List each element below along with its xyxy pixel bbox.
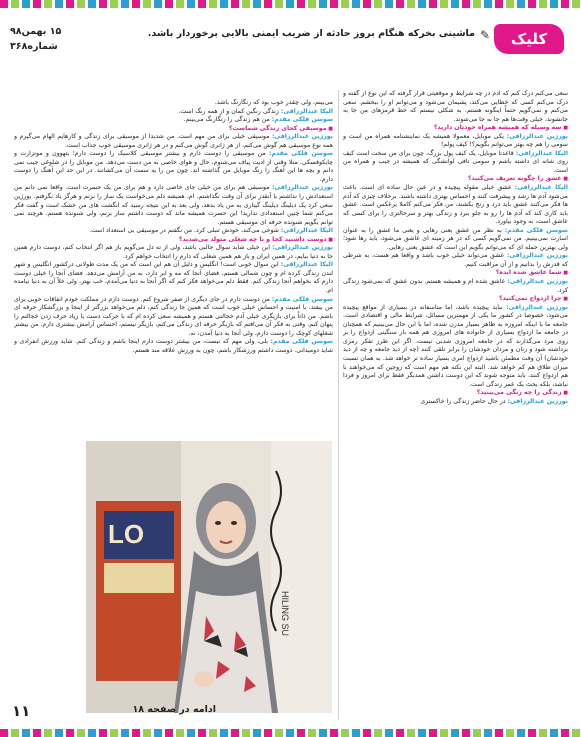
answer-text: یکی موبایل، معمولا همیشه یک نماینشنامه همراه من است و سومی را هم چه بهتر می‌توانم بگویم؟! کیف پولم!	[343, 132, 568, 149]
interview-answer	[14, 296, 333, 339]
brand-logo: کلیک	[494, 24, 564, 54]
interview-answer	[14, 244, 333, 261]
speaker-name: بورژین عبدالرزاقی:	[272, 244, 333, 252]
interview-question: ■ چرا ازدواج نمی‌کنید؟	[343, 295, 568, 304]
speaker-name: بورژین عبدالرزاقی:	[507, 278, 568, 286]
answer-text: این خیلی شاید سوال جالبی باشد، ولی از ته دل می‌گویم باز هم اگر انتخاب کنم، دوست دارم همین جا به دنیا بیایم، در همین ایران و باز هم همین شغلی که دارم را انتخاب خواهم کرد.	[14, 244, 333, 260]
poster-text: LO	[108, 519, 145, 549]
page-number: ۱۱	[12, 702, 31, 720]
interview-question: ■ موسیقی کجای زندگی شماست؟	[14, 125, 333, 134]
bottom-color-strip	[0, 729, 581, 737]
speaker-name: بورژین عبدالرزاقی:	[506, 303, 568, 311]
issue-date: ۱۵ بهمن۹۸	[10, 26, 62, 37]
speaker-name: سوسن قلکی مقدم:	[504, 226, 568, 234]
interview-answer	[14, 108, 333, 117]
top-color-strip	[0, 0, 581, 8]
column-divider	[338, 90, 339, 720]
speaker-name: سوسن قلکی مقدم:	[271, 116, 333, 124]
speaker-name: بورژین عبدالرزاقی:	[272, 184, 333, 192]
speaker-name: الیکا عبدالرزاقی:	[280, 107, 333, 115]
answer-text: نباید پیچیده باشد، اما متاسفانه در بسیاری از مواقع پیچیده می‌شود، خصوصا در کشور ما یکی از مهمترین مسائل، شرایط مالی و اقتصادی است. جامعه ما با اینکه امروزه به ظاهر بسیار مدرن شده، اما با این حال می‌بینیم که همچنان در جامعه ما ازدواج بسیاری از خانواده های امروزی هم همه بار سنگینی ازدواج را بر روی مرد می‌گذارند که در جامعه امروزی شدنی نیست. اگر این طرز تفکر رمزی برداشته شود و زنان و مردان خودشان را برابر تلقی کنند (چه از دید جامعه و چه از دید خودشان) آن وقت مطمئن باشید ازدواج امری بسیار ساده تر خواهد شد. به همان نسبت میزان طلاق هم کم خواهد شد. البته این نکته هم مهم است که زوجین که می‌خواهند با هم ازدواج کنند، باید متوجه شوند که این دوست داشتن همدیگر فقط برای امروز و فردا نباشد، بلکه بحث یک عمر زندگی است.	[343, 303, 568, 388]
interview-answer	[343, 252, 568, 269]
portrait-illustration	[86, 441, 332, 713]
interview-question: ■ سه وسیله که همیشه همراه خودتان دارید؟	[343, 124, 568, 133]
interview-answer	[343, 278, 568, 295]
answer-text: من دوست دارم در جای دیگری از صفر شروع کنم. دوست دارم در مملکت خودم اتفاقات خوبی برای من بیفتد، با امنیت و احساس خیلی خوب است که همین جا زندگی کنم، دلم می‌خواهد بزرگتر از اینجا و بزرگشکار حرفه ای باشم. من ذاتاً برای بازیگری خیلی آدم خجالتی هستم و همیشه سعی کرده ام که با حرکت دست یا زیاد حرف زدن خجالتم را پنهان کنم. وقتی به فکر آن می‌افتم که بازیگر حرفه ای زندگی می‌کنم، بازیگر نیستم، احساس آرامش بیشتری دارم. من بیشتر شغلهای کوچک را دوست دارم، ولی آنجا به دنیا آمدن، نه.	[14, 295, 333, 337]
issue-number: شماره۳۶۸	[10, 41, 58, 52]
answer-text: موسیقی خیلی برای من مهم است. من شدیدا از موسیقی برای زندگی و کارهایم الهام می‌گیرم و همه نوع موسیقی هم گوش می‌کنم، از هر ژانری گوش می‌کنم و در هر ژانری موسیقی خوب جذاب است.	[14, 133, 333, 149]
speaker-name: الیکا عبدالرزاقی:	[280, 227, 333, 235]
speaker-name: سوسن قلکی مقدم:	[269, 150, 333, 158]
answer-text: عاشق شده ام و همیشه هستم. بدون عشق که نمی‌شود زندگی کرد.	[343, 278, 568, 294]
interview-answer	[343, 227, 568, 253]
interview-answer	[343, 184, 568, 227]
interview-answer	[343, 304, 568, 389]
page-header	[0, 14, 581, 54]
interview-question: ■ دوست داشتید کجا و با چه شغلی متولد می‌شدید؟	[14, 236, 333, 245]
answer-text: قاعدتا موبایل، یک کیف پول بزرگ، چون برای من سخت است کیف روی شانه ای داشته باشم و سومی تافی لوانشگی که همیشه در جیب و همراه من است.	[343, 149, 568, 174]
interview-question: ■ عشق را چگونه تعریف می‌کنید؟	[343, 175, 568, 184]
answer-text: عشق می‌تواند خیلی خوب باشد و واقعا هم هست، به شرطی که قدرش را بدانیم و از آن مراقبت کنیم.	[343, 252, 568, 268]
answer-text: بلی، ولی مهم که نیست، من بیشتر دوست دارم اینجا باشم و زندگی کنم. شاید ورزش انفرادی و شاید دومیدانی. دوست داشتم ورزشکار باشم، چون به ورزش علاقه مند هستم.	[14, 338, 333, 354]
wall-text: HILING SU	[280, 591, 290, 637]
paragraph: سعی می‌کنم درک کنم که آدم در چه شرایط و موقعیتی قرار گرفته که این نوع از گفته و درک می‌کنم کسی که خطایی می‌کند، پشیمان می‌شود و می‌توانم او را ببخشم. سعی می‌کنم و نمی‌گویم حتماً اینگونه هستم. به شکلی نیستم که خط قرمزهای من جا به جانشوند، خیلی وقت‌ها هم جا به جا می‌شوند.	[343, 90, 568, 123]
interview-question: ■ شما عاشق شده ایده؟	[343, 269, 568, 278]
right-text-column	[343, 90, 568, 705]
speaker-name: بورژین عبدالرزاقی:	[506, 252, 568, 260]
interview-answer	[14, 227, 333, 236]
speaker-name: الیکا عبدالرزاقی:	[515, 149, 568, 157]
interview-answer	[14, 116, 333, 125]
answer-text: زندگی رنگین کمان و از همه رنگ است.	[178, 107, 281, 115]
speaker-name: بورژین عبدالرزاقی:	[506, 132, 568, 140]
interview-answer	[14, 261, 333, 295]
header-tagline: ماشینی بخرکه هنگام بروز حادثه از ضریب ایمنی بالایی برخوردار باشد.	[147, 28, 475, 39]
interview-answer	[14, 150, 333, 184]
answer-text: به نظر من عشق یعنی رهایی و یعنی ما عشق را به عنوان اسارت نمی‌بینیم. من نمی‌گویم کسی که در هر زمینه ای عاشق می‌شود، باید رها شود؛ ولی بهترین جمله ای که می‌توانم بگویم این است که عشق یعنی رهایی.	[343, 226, 568, 251]
speaker-name: بورژین عبدالرزاقی:	[271, 133, 333, 141]
interview-question: ■ زندگی را چه رنگی می‌بینید؟	[343, 389, 568, 398]
answer-text: من موسیقی را دوست دارم و بیشتر موسیقی کلاسیک را دوست دارم؛ بتهوون و موتزارت و چایکوفسکی. متلا وقتی از ادیت پیاف می‌شنوم، حال و هوای خاصی به من دست می‌دهد. من موبایل را در شلوغی جیب نمی دانم و بچه ها این آهنگ را رنگ موبایل من گذاشته اند. چون من را یه سمت آن می‌کشانند. در این حد این آهنگ را دوست دارم.	[14, 150, 333, 183]
speaker-name: سوسن قلکی مقدم:	[270, 338, 333, 346]
answer-text: شوخی می‌کند، خودش تنبلی کرد. من نگفتم در موسیقی بی استعداد است.	[89, 227, 281, 235]
interview-answer	[343, 133, 568, 150]
portrait-photo	[86, 441, 332, 713]
interview-answer	[14, 338, 333, 355]
answer-text: عشق خیلی مقوله پیچیده و در عین حال ساده ای است. باعث می‌شود آدم ها رشد و پیشرفت کنند و احساس بهتری داشته باشند. برخلاف چیزی که آدم ها فکر می‌کنند عشق باید درد و رنج بکشند، من فکر می‌کنم کاملا برعکس است. عشق باید کاری کند که آدم ها را رو به جلو ببرد و زندگی بهتر و سرحالتری را برای کسی که عاشق است، به وجود بیاورد.	[343, 184, 568, 226]
pencil-icon: ✎	[479, 28, 491, 42]
answer-text: من هم زندگی را رنگارنگ می‌بینم.	[183, 116, 272, 124]
interview-answer	[343, 398, 568, 407]
interview-answer	[14, 133, 333, 150]
continued-note: ادامه در صفحه ۱۸	[132, 704, 216, 715]
paragraph: می‌بینم، ولی چقدر خوب بود که رنگارنگ باشد.	[214, 99, 333, 106]
speaker-name: الیکا عبدالرزاقی:	[514, 184, 568, 192]
issue-info	[10, 24, 72, 54]
speaker-name: سوسن قلکی مقدم:	[271, 295, 333, 303]
speaker-name: الیکا عبدالرزاقی:	[280, 261, 333, 269]
answer-text: این سوال خوبی است! انگلیس و دلیل آن هم این است که من یک مدت طولانی درکشور انگلیس و شهر لندن زندگی کرده ام و چون شمالی هستم، فضای آنجا که مه و ابر دارد، به من آرامش می‌دهد. فضای آنجا را خیلی دوست دارم که بخواهم آنجا زندگی کنم. فقط دلم می‌خواهد فکر کنم که اگر آنجا به دنیا می‌آمدم، خب بهتر، ولی خلاً آن به دنیا نیامده ام.	[14, 261, 333, 295]
interview-answer	[343, 150, 568, 176]
interview-answer	[14, 184, 333, 227]
answer-text: موسیقی هم برای من خیلی جای خاصی دارد و هم برای من یک حسرت است. واقعا نمی دانم من استعدادش را نداشتم یا آنقدر برای آن وقت نگذاشتم. ام، همیشه دلم می‌خواست یک ساز را بزنم و هرگز یاد نگرفتم. بورژین سعی کرد یک دیلینگ دیلینگ گیتاری به من یاد بدهد، ولی بعد به این نتیجه رسید که انگشت های من خشک است و گفت فکر می‌کنم شما چنین استعدادی ندارید! این حسرت همیشه ماند که دوست داشتم ساز بزنم، ولی شنونده هستم. هرچند نمی توانم بگویم شنونده حرفه ای موسیقی هستم.	[14, 184, 333, 226]
speaker-name: بورژین عبدالرزاقی:	[507, 397, 568, 405]
answer-text: در حال حاضر زندگی را خاکستری	[420, 397, 508, 405]
